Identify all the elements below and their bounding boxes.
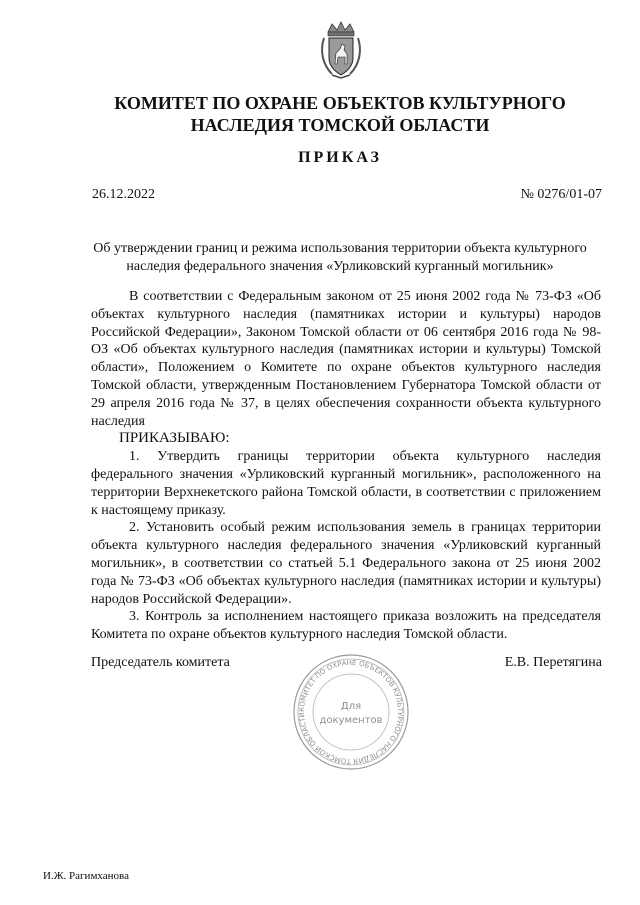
order-item-2: 2. Установить особый режим использования земель в границах территории объекта культурного наследия федерального значения «Урликовский курганный могильник», в соответствии со статьей 5.1 Федерального закона от 25 июня 2002 года № 73-ФЗ «Об объектах культурного наследия (памятниках истории и культуры) народов Российской Федерации». (91, 520, 601, 607)
document-type: ПРИКАЗ (298, 149, 382, 166)
organization-name-line1: КОМИТЕТ ПО ОХРАНЕ ОБЪЕКТОВ КУЛЬТУРНОГО (114, 93, 566, 113)
stamp-center-line1: Для (340, 701, 362, 712)
document-number: № 0276/01-07 (520, 187, 602, 202)
order-word: ПРИКАЗЫВАЮ: (119, 430, 230, 447)
order-item-3: 3. Контроль за исполнением настоящего приказа возложить на председателя Комитета по охране объектов культурного наследия Томской области. (91, 609, 601, 643)
document-date: 26.12.2022 (92, 187, 155, 202)
tomsk-coat-of-arms-icon (318, 20, 364, 80)
signer-name: Е.В. Перетягина (504, 655, 602, 670)
subject-line1: Об утверждении границ и режима использования территории объекта культурного (93, 241, 587, 256)
preamble-paragraph: В соответствии с Федеральным законом от 25 июня 2002 года № 73-ФЗ «Об объектах культурного наследия (памятниках истории и культуры) народов Российской Федерации», Законом Томской области от 06 сентября 2016 года № 98-ОЗ «Об объектах культурного наследия (памятниках истории и культуры) Томской области», Положением о Комитете по охране объектов культурного наследия Томской области, утвержденным Постановлением Губернатора Томской области от 29 апреля 2016 года № 37, в целях обеспечения сохранности объекта культурного наследия (91, 289, 601, 429)
stamp-center-line2: документов (319, 715, 383, 726)
document-body (91, 288, 601, 644)
subject-line2: наследия федерального значения «Урликовский курганный могильник» (126, 259, 554, 274)
signer-title: Председатель комитета (91, 655, 230, 670)
organization-name-line2: НАСЛЕДИЯ ТОМСКОЙ ОБЛАСТИ (190, 115, 490, 135)
official-stamp (292, 653, 410, 771)
executor-name: И.Ж. Рагимханова (43, 870, 129, 882)
svg-text:КОМИТЕТ ПО ОХРАНЕ ОБЪЕКТОВ КУЛ (298, 659, 404, 765)
stamp-ring-text: КОМИТЕТ ПО ОХРАНЕ ОБЪЕКТОВ КУЛЬТУРНОГО НАСЛЕДИЯ ТОМСКОЙ ОБЛАСТИ (297, 658, 405, 766)
order-item-1: 1. Утвердить границы территории объекта культурного наследия федерального значения «Урликовский курганный могильник», расположенного на территории Верхнекетского района Томской области, в соответствии с приложением к настоящему приказу. (91, 449, 601, 518)
